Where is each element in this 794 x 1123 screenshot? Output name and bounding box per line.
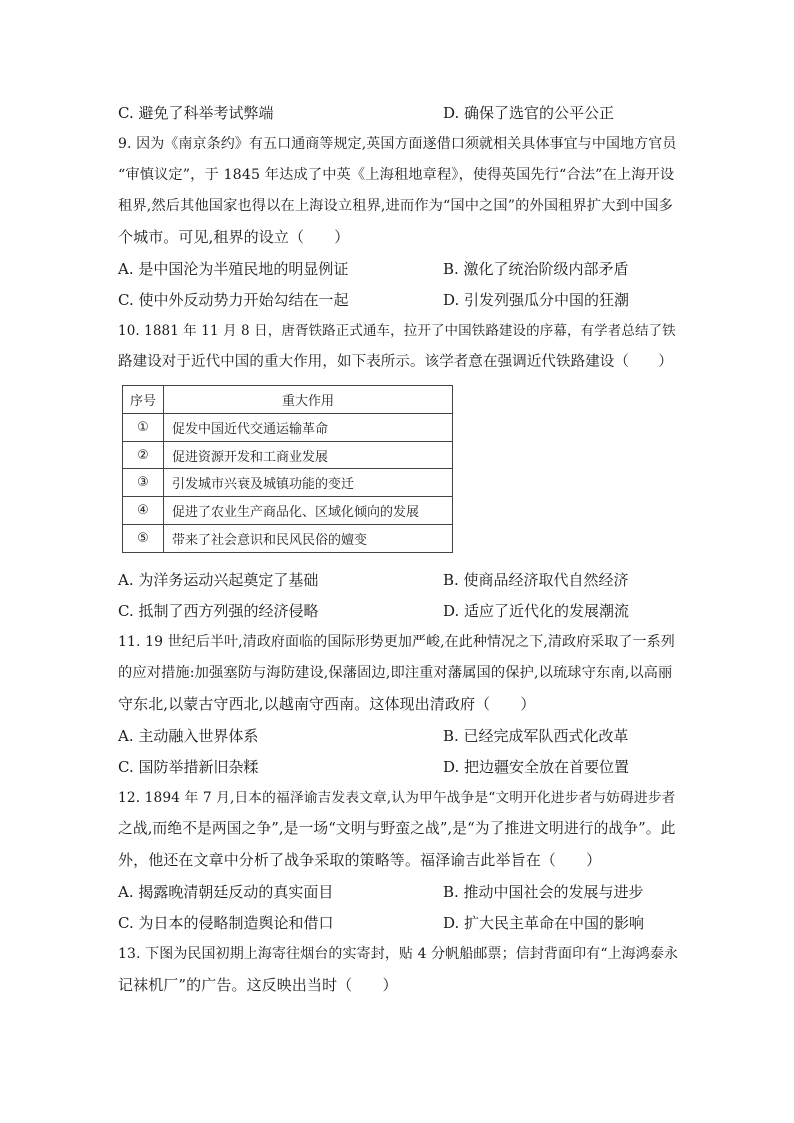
q9-option-d: D. 引发列强瓜分中国的狂潮: [443, 291, 630, 309]
railway-effects-table: [122, 385, 453, 553]
q11-option-b: B. 已经完成军队西式化改革: [443, 727, 629, 745]
q8-option-d: D. 确保了选官的公平公正: [443, 104, 615, 122]
q11-stem-line-3: 守东北,以蒙古守西北,以越南守西南。这体现出清政府（ ）: [118, 695, 536, 713]
table-cell-number: ②: [123, 441, 164, 469]
table-header-effect: 重大作用: [164, 386, 453, 414]
table-cell-effect: 促进资源开发和工商业发展: [164, 441, 453, 469]
q12-option-c: C. 为日本的侵略制造舆论和借口: [118, 914, 334, 932]
q12-stem-line-2: 之战,而绝不是两国之争”,是一场“文明与野蛮之战”,是“为了推进文明进行的战争”。此: [118, 820, 676, 837]
q9-stem-line-4: 个城市。可见,租界的设立（ ）: [118, 228, 350, 246]
q9-stem-line-2: “审慎议定”，于 1845 年达成了中英《上海租地章程》，使得英国先行“合法”在上海开设: [118, 167, 675, 183]
q13-stem-line-1: 13. 下图为民国初期上海寄往烟台的实寄封，贴 4 分帆船邮票；信封背面印有“上海鸿泰永: [118, 946, 679, 962]
q12-option-d: D. 扩大民主革命在中国的影响: [443, 914, 645, 932]
q10-option-c: C. 抵制了西方列强的经济侵略: [118, 602, 319, 620]
q9-stem-line-1: 9. 因为《南京条约》有五口通商等规定,英国方面遂借口须就相关具体事宜与中国地方官员: [118, 136, 677, 152]
q11-option-a: A. 主动融入世界体系: [118, 727, 259, 745]
q10-option-a: A. 为洋务运动兴起奠定了基础: [118, 571, 319, 589]
table-cell-number: ④: [123, 497, 164, 525]
table-cell-effect: 促发中国近代交通运输革命: [164, 413, 453, 441]
q12-stem-line-1: 12. 1894 年 7 月,日本的福泽谕吉发表文章,认为甲午战争是“文明开化进步者与妨碍进步者: [118, 790, 676, 806]
q11-stem-line-1: 11. 19 世纪后半叶,清政府面临的国际形势更加严峻,在此种情况之下,清政府采取了一系列: [118, 634, 675, 650]
q9-option-b: B. 激化了统治阶级内部矛盾: [443, 260, 629, 278]
q12-option-b: B. 推动中国社会的发展与进步: [443, 883, 644, 901]
q11-option-d: D. 把边疆安全放在首要位置: [443, 758, 630, 776]
q13-stem-line-2: 记袜机厂”的广告。这反映出当时（ ）: [118, 976, 398, 994]
table-cell-effect: 促进了农业生产商品化、区域化倾向的发展: [164, 497, 453, 525]
q11-stem-line-2: 的应对措施:加强塞防与海防建设,保藩固边,即注重对藩属国的保护,以琉球守东南,以高丽: [118, 665, 673, 681]
table-cell-number: ⑤: [123, 525, 164, 553]
q10-stem-line-1: 10. 1881 年 11 月 8 日，唐胥铁路正式通车，拉开了中国铁路建设的序幕，有学者总结了铁: [118, 323, 676, 339]
table-cell-effect: 带来了社会意识和民风民俗的嬗变: [164, 525, 453, 553]
q12-option-a: A. 揭露晚清朝廷反动的真实面目: [118, 883, 334, 901]
table-cell-number: ③: [123, 469, 164, 497]
table-row: [123, 441, 453, 469]
q9-stem-line-3: 租界,然后其他国家也得以在上海设立租界,进而作为“国中之国”的外国租界扩大到中国多: [118, 198, 673, 214]
q10-option-b: B. 使商品经济取代自然经济: [443, 571, 629, 589]
table-header-number: 序号: [123, 386, 164, 414]
q12-stem-line-3: 外，他还在文章中分析了战争采取的策略等。福泽谕吉此举旨在（ ）: [118, 851, 602, 869]
table-header-row: [123, 386, 453, 414]
q10-stem-line-2: 路建设对于近代中国的重大作用，如下表所示。该学者意在强调近代铁路建设（ ）: [118, 354, 673, 370]
q9-option-a: A. 是中国沦为半殖民地的明显例证: [118, 260, 349, 278]
table-row: [123, 469, 453, 497]
q10-option-d: D. 适应了近代化的发展潮流: [443, 602, 630, 620]
table-row: [123, 413, 453, 441]
q11-option-c: C. 国防举措新旧杂糅: [118, 758, 259, 776]
q8-option-c: C. 避免了科举考试弊端: [118, 104, 274, 122]
table-row: [123, 525, 453, 553]
q9-option-c: C. 使中外反动势力开始勾结在一起: [118, 291, 349, 309]
table-cell-effect: 引发城市兴衰及城镇功能的变迁: [164, 469, 453, 497]
table-row: [123, 497, 453, 525]
table-cell-number: ①: [123, 413, 164, 441]
